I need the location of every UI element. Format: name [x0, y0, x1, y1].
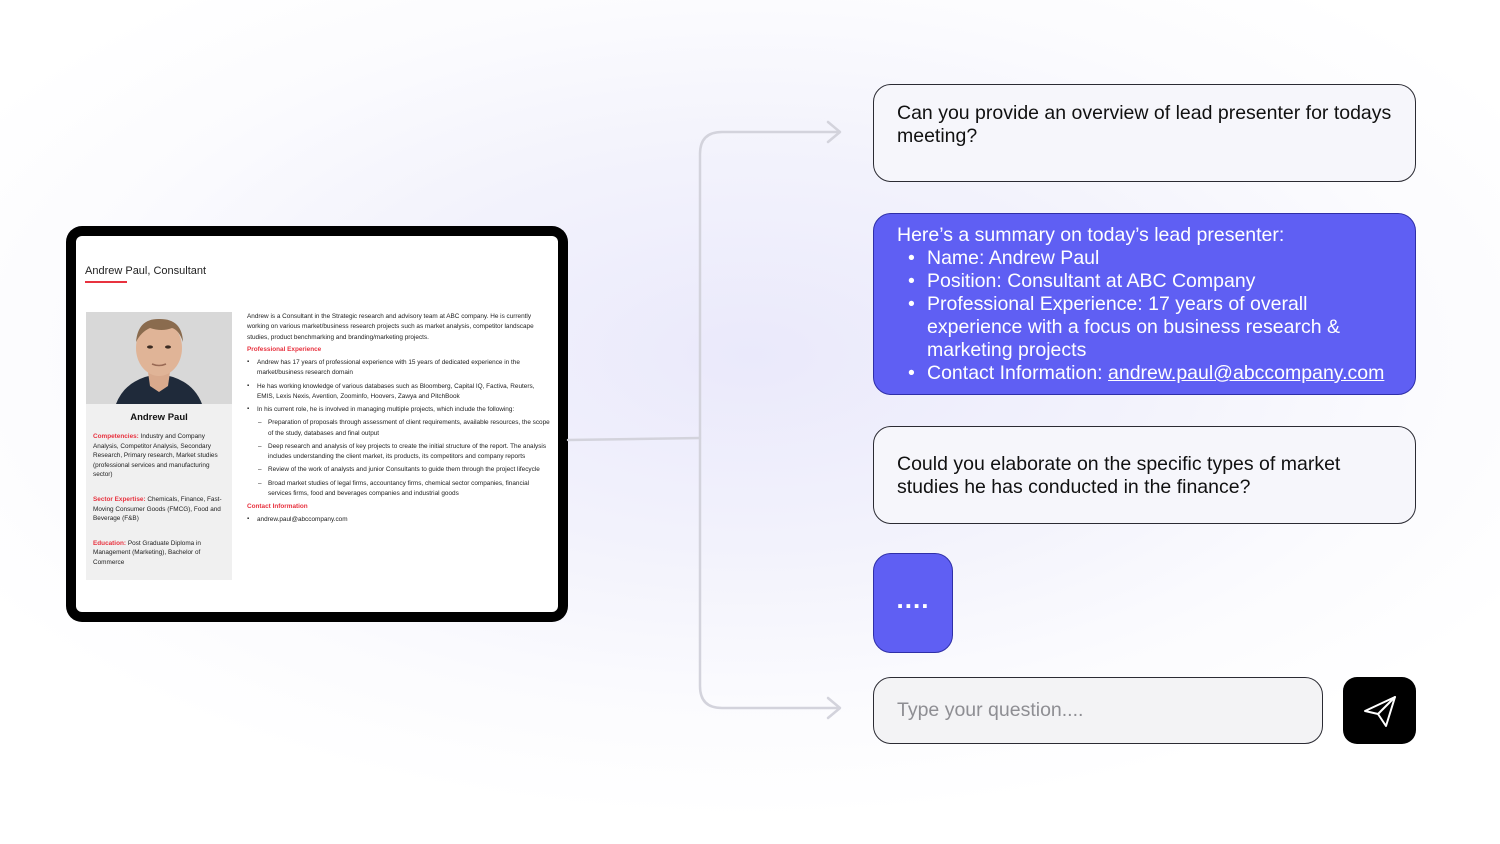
answer-item: • Professional Experience: 17 years of overall experience with a focus on business research & marketing projects — [897, 293, 1392, 362]
answer-contact-label: Contact Information: — [927, 362, 1109, 384]
paper-plane-icon — [1360, 691, 1400, 731]
education-label: Education: — [93, 539, 127, 547]
user-question-bubble: Can you provide an overview of lead presenter for todays meeting? — [873, 84, 1416, 182]
education-text: Post Graduate Diploma in Management (Marketing), Bachelor of Commerce — [93, 539, 201, 567]
answer-item: • Position: Consultant at ABC Company — [897, 270, 1392, 293]
experience-item: ▪ He has working knowledge of various databases such as Bloomberg, Capital IQ, Factiva, Reuters, EMIS, Lexis Nexis, Avention, Zoominfo, Hoovers, Zawya and PitchBook — [247, 382, 552, 403]
contact-email[interactable]: ▪ andrew.paul@abccompany.com — [247, 515, 552, 525]
sector-text: Chemicals, Finance, Fast-Moving Consumer Goods (FMCG), Food and Beverage (F&B) — [93, 496, 222, 523]
intro-paragraph: Andrew is a Consultant in the Strategic research and advisory team at ABC company. He is currently working on various market/business research projects such as market analysis, competitor landscape studies, product benchmarking and branding/marketing projects. — [247, 313, 534, 341]
role-item: – Deep research and analysis of key projects to create the initial structure of the report. The analysis includes understanding the client market, its products, its competitors and company reports — [247, 442, 552, 463]
competencies-label: Competencies: — [93, 433, 139, 440]
assistant-answer-bubble — [873, 213, 1416, 395]
document-title: Andrew Paul, Consultant — [85, 265, 207, 277]
experience-item: ▪ Andrew has 17 years of professional experience with 15 years of dedicated experience in the market/business research domain — [247, 358, 552, 379]
answer-contact-item — [897, 362, 1392, 385]
answer-list — [897, 247, 1392, 385]
answer-item: • Name: Andrew Paul — [897, 247, 1392, 270]
competencies-text: Industry and Company Analysis, Competitor Analysis, Secondary Research, Primary research, Market studies (professional services and manufacturing sector) — [93, 433, 218, 479]
question-input[interactable]: Type your question.... — [873, 677, 1323, 744]
answer-intro: Here’s a summary on today’s lead presenter: — [897, 224, 1285, 246]
role-item: – Preparation of proposals through assessment of client requirements, available resources, the scope of the study, databases and final output — [247, 418, 552, 439]
profile-name: Andrew Paul — [130, 412, 188, 423]
role-item: – Review of the work of analysts and junior Consultants to guide them through the project lifecycle — [247, 465, 552, 475]
contact-heading: Contact Information — [247, 503, 308, 510]
send-button[interactable] — [1343, 677, 1416, 744]
sector-label: Sector Expertise: — [93, 496, 146, 504]
experience-item: ▪ In his current role, he is involved in managing multiple projects, which include the following: — [247, 405, 552, 415]
experience-heading: Professional Experience — [247, 345, 322, 353]
answer-contact-email-link[interactable]: andrew.paul@abccompany.com — [1108, 362, 1385, 384]
typing-indicator: .... — [873, 553, 953, 653]
role-item: – Broad market studies of legal firms, accountancy firms, chemical sector companies, financial services firms, food and beverages companies and industrial goods — [247, 479, 552, 500]
user-followup-bubble: Could you elaborate on the specific types of market studies he has conducted in the finance? — [873, 426, 1416, 524]
